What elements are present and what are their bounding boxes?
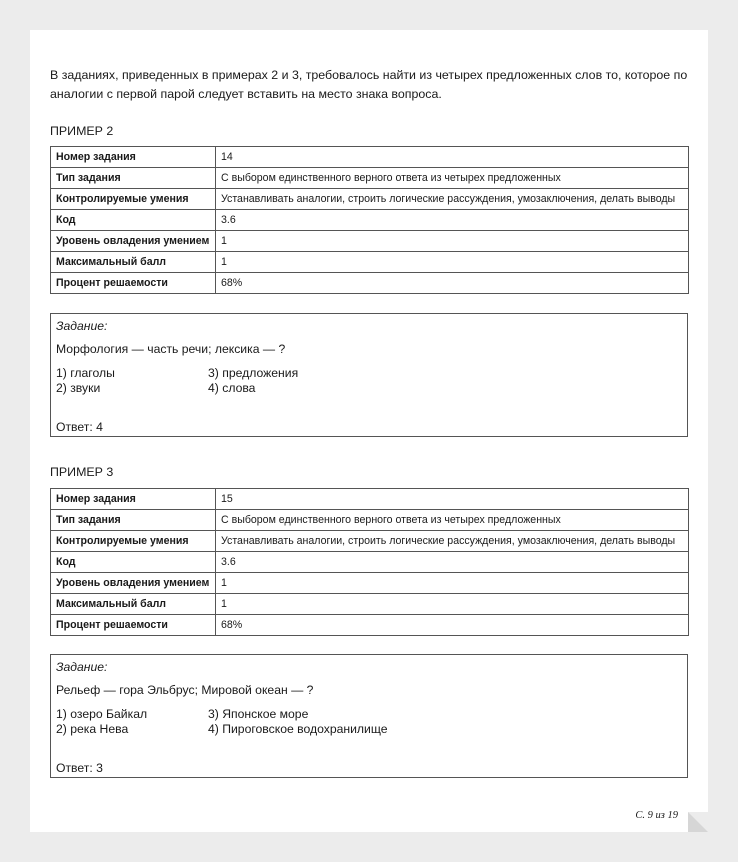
task-option: 1) глаголы [56,366,115,380]
table-row [51,615,689,636]
row-value: 3.6 [216,210,689,231]
task-question: Рельеф — гора Эльбрус; Мировой океан — ? [56,683,314,697]
document-page [30,30,708,832]
row-key: Код [51,210,216,231]
row-key: Процент решаемости [51,273,216,294]
task-option: 2) звуки [56,381,101,395]
row-key: Максимальный балл [51,594,216,615]
row-key: Номер задания [51,489,216,510]
row-value: 15 [216,489,689,510]
table-row [51,252,689,273]
table-row [51,210,689,231]
row-key: Уровень овладения умением [51,231,216,252]
example-3-info-table [50,488,689,636]
row-key: Номер задания [51,147,216,168]
row-value: С выбором единственного верного ответа из четырех предложенных [216,510,689,531]
row-value: 1 [216,231,689,252]
task-answer: Ответ: 3 [56,761,103,775]
task-option: 2) река Нева [56,722,129,736]
row-value: 1 [216,573,689,594]
row-key: Тип задания [51,510,216,531]
task-label: Задание: [56,660,108,674]
table-row [51,594,689,615]
row-value: 1 [216,594,689,615]
table-row [51,168,689,189]
example-2-info-table [50,146,689,294]
task-option: 3) Японское море [208,707,309,721]
task-option: 1) озеро Байкал [56,707,148,721]
row-key: Процент решаемости [51,615,216,636]
table-row [51,147,689,168]
task-answer: Ответ: 4 [56,420,103,434]
row-value: 68% [216,273,689,294]
example-2-task-box [50,313,688,437]
table-row [51,189,689,210]
example-3-task-box [50,654,688,778]
page-number: С. 9 из 19 [635,810,678,821]
page-corner [688,812,708,832]
row-key: Код [51,552,216,573]
row-value: 68% [216,615,689,636]
task-option: 4) слова [208,381,256,395]
row-key: Уровень овладения умением [51,573,216,594]
row-key: Контролируемые умения [51,531,216,552]
table-row [51,573,689,594]
row-value: Устанавливать аналогии, строить логические рассуждения, умозаключения, делать выводы [216,189,689,210]
row-key: Максимальный балл [51,252,216,273]
task-option: 3) предложения [208,366,299,380]
table-row [51,552,689,573]
table-row [51,489,689,510]
example-3-title: ПРИМЕР 3 [50,465,114,479]
table-row [51,531,689,552]
task-option: 4) Пироговское водохранилище [208,722,388,736]
row-value: 14 [216,147,689,168]
row-key: Тип задания [51,168,216,189]
task-question: Морфология — часть речи; лексика — ? [56,342,286,356]
row-value: С выбором единственного верного ответа из четырех предложенных [216,168,689,189]
row-value: 3.6 [216,552,689,573]
intro-paragraph: В заданиях, приведенных в примерах 2 и 3, требовалось найти из четырех предложенных слов то, которое по аналогии с первой парой следует вставить на место знака вопроса. [50,68,688,101]
table-row [51,273,689,294]
example-2-title: ПРИМЕР 2 [50,124,114,138]
table-row [51,510,689,531]
task-label: Задание: [56,319,108,333]
row-value: 1 [216,252,689,273]
row-value: Устанавливать аналогии, строить логические рассуждения, умозаключения, делать выводы [216,531,689,552]
table-row [51,231,689,252]
row-key: Контролируемые умения [51,189,216,210]
